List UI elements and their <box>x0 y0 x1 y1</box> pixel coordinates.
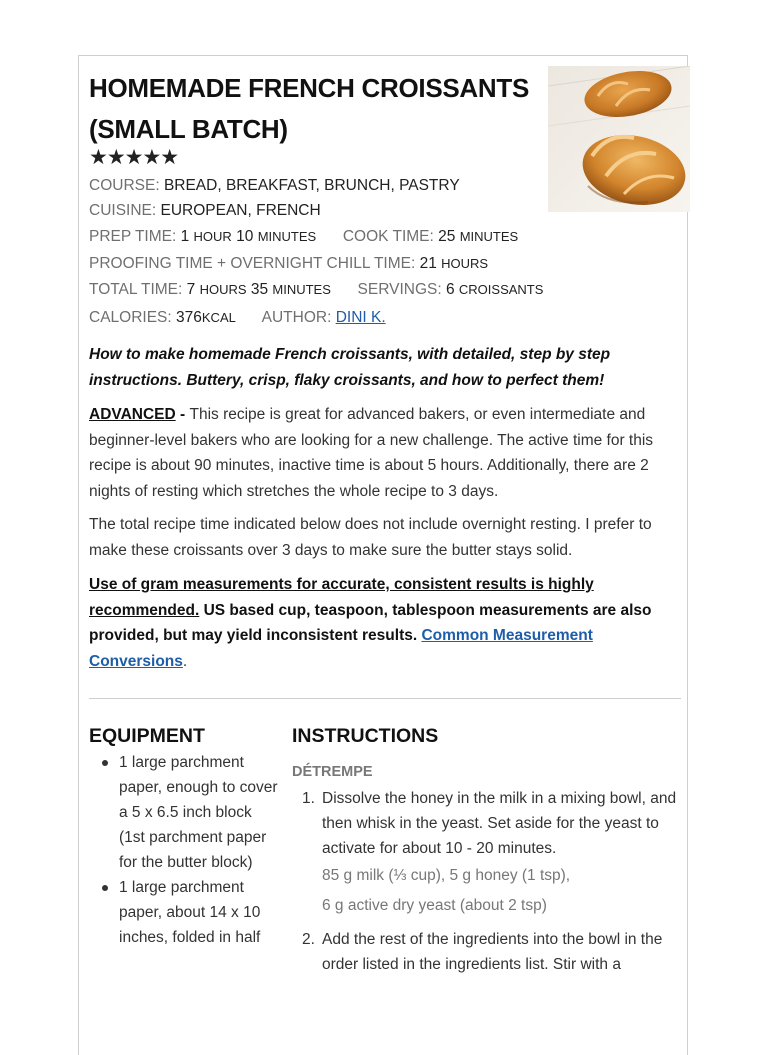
prep-min-unit: MINUTES <box>257 229 317 244</box>
step-ingredients <box>322 861 682 921</box>
conversions-period: . <box>182 652 188 670</box>
cuisine-value: EUROPEAN, FRENCH <box>160 202 321 219</box>
gram-note-underlined: Use of gram measurements for accurate, consistent results is highly recommended. <box>89 576 594 619</box>
section-divider <box>89 698 681 699</box>
meta-total-servings <box>89 280 649 300</box>
rating-stars[interactable]: ★★★★★ <box>89 146 179 169</box>
servings-label: SERVINGS: <box>357 281 442 298</box>
instruction-step <box>292 927 682 977</box>
total-time-note: The total recipe time indicated below does not include overnight resting. I prefer to make these croissants over 3 days to make sure the butter stays solid. <box>89 516 652 559</box>
calories-num: 376 <box>176 309 202 326</box>
instructions-list <box>292 786 682 977</box>
calories-label: CALORIES: <box>89 309 172 326</box>
meta-proofing <box>89 254 649 274</box>
proofing-label: PROOFING TIME + OVERNIGHT CHILL TIME: <box>89 255 416 272</box>
equipment-heading: EQUIPMENT <box>89 725 205 747</box>
cuisine-label: CUISINE: <box>89 202 157 219</box>
servings-num[interactable]: 6 <box>445 281 455 298</box>
servings-unit: CROISSANTS <box>458 282 544 297</box>
step-number: 2. <box>302 931 315 948</box>
course-value: BREAD, BREAKFAST, BRUNCH, PASTRY <box>163 177 460 194</box>
equipment-item: 1 large parchment paper, enough to cover a 5 x 6.5 inch block (1st parchment paper for the butter block) <box>89 750 279 875</box>
instructions-section-detrempe: DÉTREMPE <box>292 764 373 780</box>
advanced-label: ADVANCED <box>89 406 176 423</box>
gram-note-bold: US based cup, teaspoon, tablespoon measurements are also provided, but may yield inconsistent results. <box>89 601 652 644</box>
conversions-link[interactable]: Common Measurement Conversions <box>89 627 593 670</box>
recipe-summary: How to make homemade French croissants, with detailed, step by step instructions. Buttery, crisp, flaky croissants, and how to perfect them! <box>89 346 611 389</box>
meta-cuisine <box>89 201 649 221</box>
instruction-step <box>292 786 682 921</box>
total-time-label: TOTAL TIME: <box>89 281 183 298</box>
cook-num: 25 <box>438 228 456 245</box>
step-ingredient-line: 6 g active dry yeast (about 2 tsp) <box>322 897 547 914</box>
total-min-num: 35 <box>250 281 269 298</box>
step-text: Add the rest of the ingredients into the bowl in the order listed in the ingredients list. Stir with a <box>322 931 663 973</box>
prep-time-label: PREP TIME: <box>89 228 177 245</box>
advanced-paragraph <box>89 402 679 504</box>
instructions-heading: INSTRUCTIONS <box>292 725 439 747</box>
advanced-text: This recipe is great for advanced bakers, or even intermediate and beginner-level bakers who are looking for a new challenge. The active time for this recipe is about 90 minutes, inactive time is about 5 hours. Additionally, there are 2 nights of resting which stretches the whole recipe to 3 days. <box>89 406 654 500</box>
proofing-unit: HOURS <box>441 256 489 271</box>
total-hours-num: 7 <box>186 281 196 298</box>
total-hours-unit: HOURS <box>199 282 247 297</box>
step-text: Dissolve the honey in the milk in a mixing bowl, and then whisk in the yeast. Set aside for the yeast to activate for about 10 - 20 minutes. <box>322 790 677 857</box>
cook-time-label: COOK TIME: <box>342 228 434 245</box>
prep-min-num: 10 <box>236 228 254 245</box>
equipment-item: 1 large parchment paper, about 14 x 10 inches, folded in half <box>89 875 279 950</box>
equipment-list <box>89 750 279 950</box>
author-link[interactable]: DINI K. <box>335 309 386 326</box>
meta-calories-author <box>89 308 649 328</box>
recipe-title: HOMEMADE FRENCH CROISSANTS (SMALL BATCH) <box>89 73 529 144</box>
cook-unit: MINUTES <box>459 229 519 244</box>
advanced-separator: - <box>175 406 190 423</box>
meta-course <box>89 176 649 196</box>
course-label: COURSE: <box>89 177 160 194</box>
step-number: 1. <box>302 790 315 807</box>
gram-note <box>89 572 679 674</box>
proofing-num: 21 <box>419 255 437 272</box>
meta-times <box>89 227 649 247</box>
total-min-unit: MINUTES <box>272 282 331 297</box>
author-label: AUTHOR: <box>261 309 332 326</box>
prep-hours-unit: HOUR <box>193 229 232 244</box>
recipe-card <box>78 55 688 1055</box>
step-ingredient-line: 85 g milk (⅓ cup), 5 g honey (1 tsp), <box>322 867 571 884</box>
prep-hours-num: 1 <box>180 228 190 245</box>
calories-unit: KCAL <box>201 310 236 325</box>
